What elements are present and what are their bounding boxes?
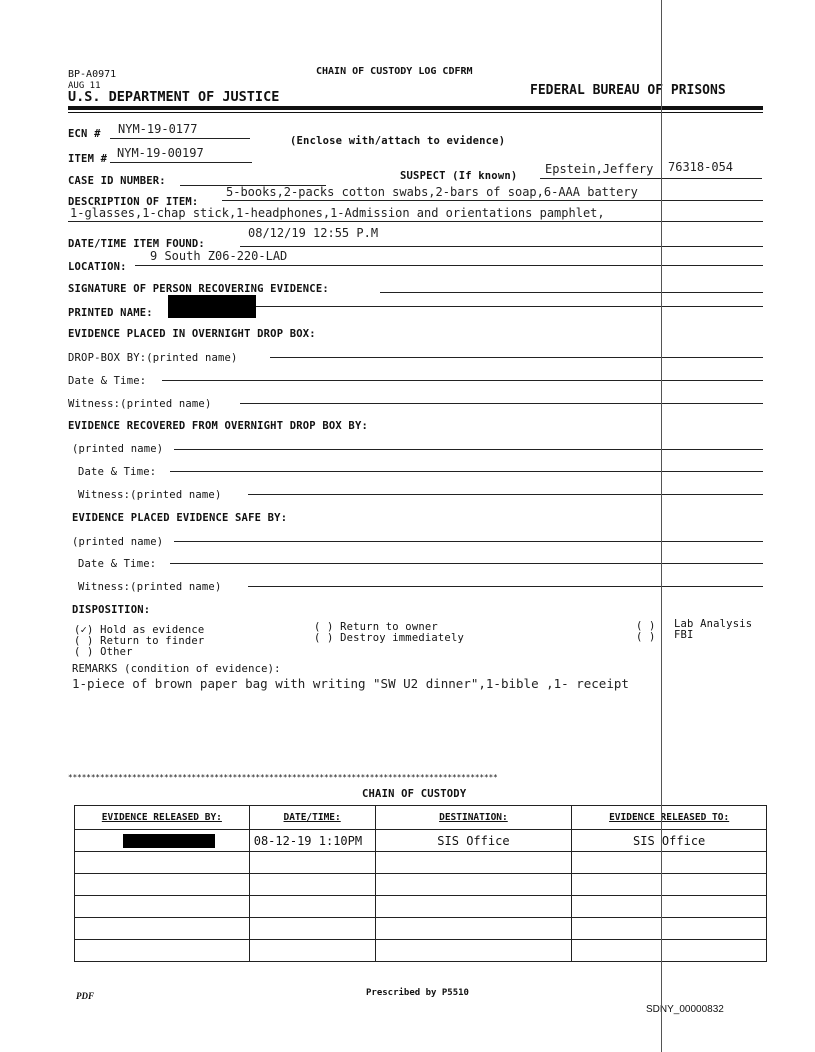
recovered-witness-line bbox=[248, 494, 763, 495]
found-label: DATE/TIME ITEM FOUND: bbox=[68, 238, 205, 250]
signature-line bbox=[380, 292, 763, 293]
header-rule-thin bbox=[68, 112, 763, 113]
remarks-label: REMARKS (condition of evidence): bbox=[72, 663, 281, 675]
printed-name-label: PRINTED NAME: bbox=[68, 307, 153, 319]
description-rule2 bbox=[68, 221, 763, 222]
table-row bbox=[75, 874, 767, 896]
printed-name-line bbox=[256, 306, 763, 307]
custody-header-row bbox=[75, 806, 767, 830]
scan-fold-line bbox=[661, 0, 662, 1052]
custody-title: CHAIN OF CUSTODY bbox=[362, 788, 467, 800]
recovered-witness-label: Witness:(printed name) bbox=[78, 489, 222, 501]
recovered-heading: EVIDENCE RECOVERED FROM OVERNIGHT DROP BOX BY: bbox=[68, 420, 368, 432]
dropbox-witness-label: Witness:(printed name) bbox=[68, 398, 212, 410]
form-date: AUG 11 bbox=[68, 81, 101, 91]
suspect-name: Epstein,Jeffery bbox=[545, 162, 654, 176]
table-row bbox=[75, 940, 767, 962]
table-row bbox=[75, 830, 767, 852]
ecn-value: NYM-19-0177 bbox=[118, 122, 198, 136]
disposition-lab-box: ( ) bbox=[636, 620, 656, 632]
dropbox-witness-line bbox=[240, 403, 763, 404]
form-title: CHAIN OF CUSTODY LOG CDFRM bbox=[316, 66, 473, 77]
disposition-hold: (✓) Hold as evidence bbox=[74, 624, 205, 636]
ecn-line bbox=[110, 138, 250, 139]
dropbox-heading: EVIDENCE PLACED IN OVERNIGHT DROP BOX: bbox=[68, 328, 316, 340]
disposition-fbi-box: ( ) bbox=[636, 631, 656, 643]
found-value: 08/12/19 12:55 P.M bbox=[248, 226, 379, 240]
table-row bbox=[75, 852, 767, 874]
dropbox-date-line bbox=[162, 380, 763, 381]
remarks-value: 1-piece of brown paper bag with writing "SW U2 dinner",1-bible ,1- receipt bbox=[72, 676, 629, 691]
location-label: LOCATION: bbox=[68, 261, 127, 273]
safe-date-label: Date & Time: bbox=[78, 558, 157, 570]
disposition-lab: Lab Analysis bbox=[674, 618, 753, 630]
stars-divider: ********************************************************************************************** bbox=[68, 773, 498, 782]
safe-heading: EVIDENCE PLACED EVIDENCE SAFE BY: bbox=[72, 512, 288, 524]
safe-date-line bbox=[170, 563, 763, 564]
dropbox-by-label: DROP-BOX BY:(printed name) bbox=[68, 352, 238, 364]
disposition-finder: ( ) Return to finder bbox=[74, 635, 205, 647]
location-line bbox=[135, 265, 763, 266]
recovered-date-line bbox=[170, 471, 763, 472]
disposition-fbi: FBI bbox=[674, 629, 694, 641]
col-released-by: EVIDENCE RELEASED BY: bbox=[75, 806, 250, 830]
cell-datetime: 08-12-19 1:10PM bbox=[249, 830, 375, 852]
disposition-other: ( ) Other bbox=[74, 646, 133, 658]
dropbox-date-label: Date & Time: bbox=[68, 375, 147, 387]
col-released-to: EVIDENCE RELEASED TO: bbox=[572, 806, 767, 830]
suspect-label: SUSPECT (If known) bbox=[400, 170, 518, 182]
table-row bbox=[75, 918, 767, 940]
col-destination: DESTINATION: bbox=[375, 806, 572, 830]
description-label: DESCRIPTION OF ITEM: bbox=[68, 196, 199, 208]
enclose-note: (Enclose with/attach to evidence) bbox=[290, 135, 506, 147]
bates-number: SDNY_00000832 bbox=[646, 1004, 724, 1015]
item-value: NYM-19-00197 bbox=[117, 146, 204, 160]
description-line2: 1-glasses,1-chap stick,1-headphones,1-Admission and orientations pamphlet, bbox=[70, 206, 605, 220]
suspect-line bbox=[540, 178, 762, 179]
case-id-label: CASE ID NUMBER: bbox=[68, 175, 166, 187]
disposition-owner: ( ) Return to owner bbox=[314, 621, 438, 633]
col-datetime: DATE/TIME: bbox=[249, 806, 375, 830]
description-line1: 5-books,2-packs cotton swabs,2-bars of soap,6-AAA battery bbox=[226, 185, 638, 199]
recovered-name-label: (printed name) bbox=[72, 443, 164, 455]
header-rule bbox=[68, 106, 763, 110]
disposition-heading: DISPOSITION: bbox=[72, 604, 151, 616]
table-row bbox=[75, 896, 767, 918]
recovered-name-line bbox=[174, 449, 763, 450]
signature-label: SIGNATURE OF PERSON RECOVERING EVIDENCE: bbox=[68, 283, 329, 295]
custody-table bbox=[74, 805, 767, 962]
redaction-block bbox=[123, 834, 215, 848]
location-value: 9 South Z06-220-LAD bbox=[150, 249, 288, 263]
dropbox-by-line bbox=[270, 357, 763, 358]
redaction-block bbox=[168, 295, 256, 318]
safe-witness-label: Witness:(printed name) bbox=[78, 581, 222, 593]
found-line bbox=[240, 246, 763, 247]
bureau-name: FEDERAL BUREAU OF PRISONS bbox=[530, 83, 726, 98]
form-code: BP-A0971 bbox=[68, 69, 117, 80]
item-line bbox=[110, 162, 252, 163]
cell-destination: SIS Office bbox=[375, 830, 572, 852]
safe-witness-line bbox=[248, 586, 763, 587]
item-label: ITEM # bbox=[68, 153, 108, 165]
footer-pdf: PDF bbox=[76, 991, 94, 1001]
department-name: U.S. DEPARTMENT OF JUSTICE bbox=[68, 89, 280, 105]
cell-released-by bbox=[75, 830, 250, 852]
recovered-date-label: Date & Time: bbox=[78, 466, 157, 478]
suspect-number: 76318-054 bbox=[668, 160, 734, 174]
cell-released-to: SIS Office bbox=[572, 830, 767, 852]
footer-prescribed: Prescribed by P5510 bbox=[366, 988, 469, 998]
ecn-label: ECN # bbox=[68, 128, 101, 140]
description-rule1 bbox=[222, 200, 763, 201]
disposition-destroy: ( ) Destroy immediately bbox=[314, 632, 464, 644]
safe-name-line bbox=[174, 541, 763, 542]
safe-name-label: (printed name) bbox=[72, 536, 164, 548]
